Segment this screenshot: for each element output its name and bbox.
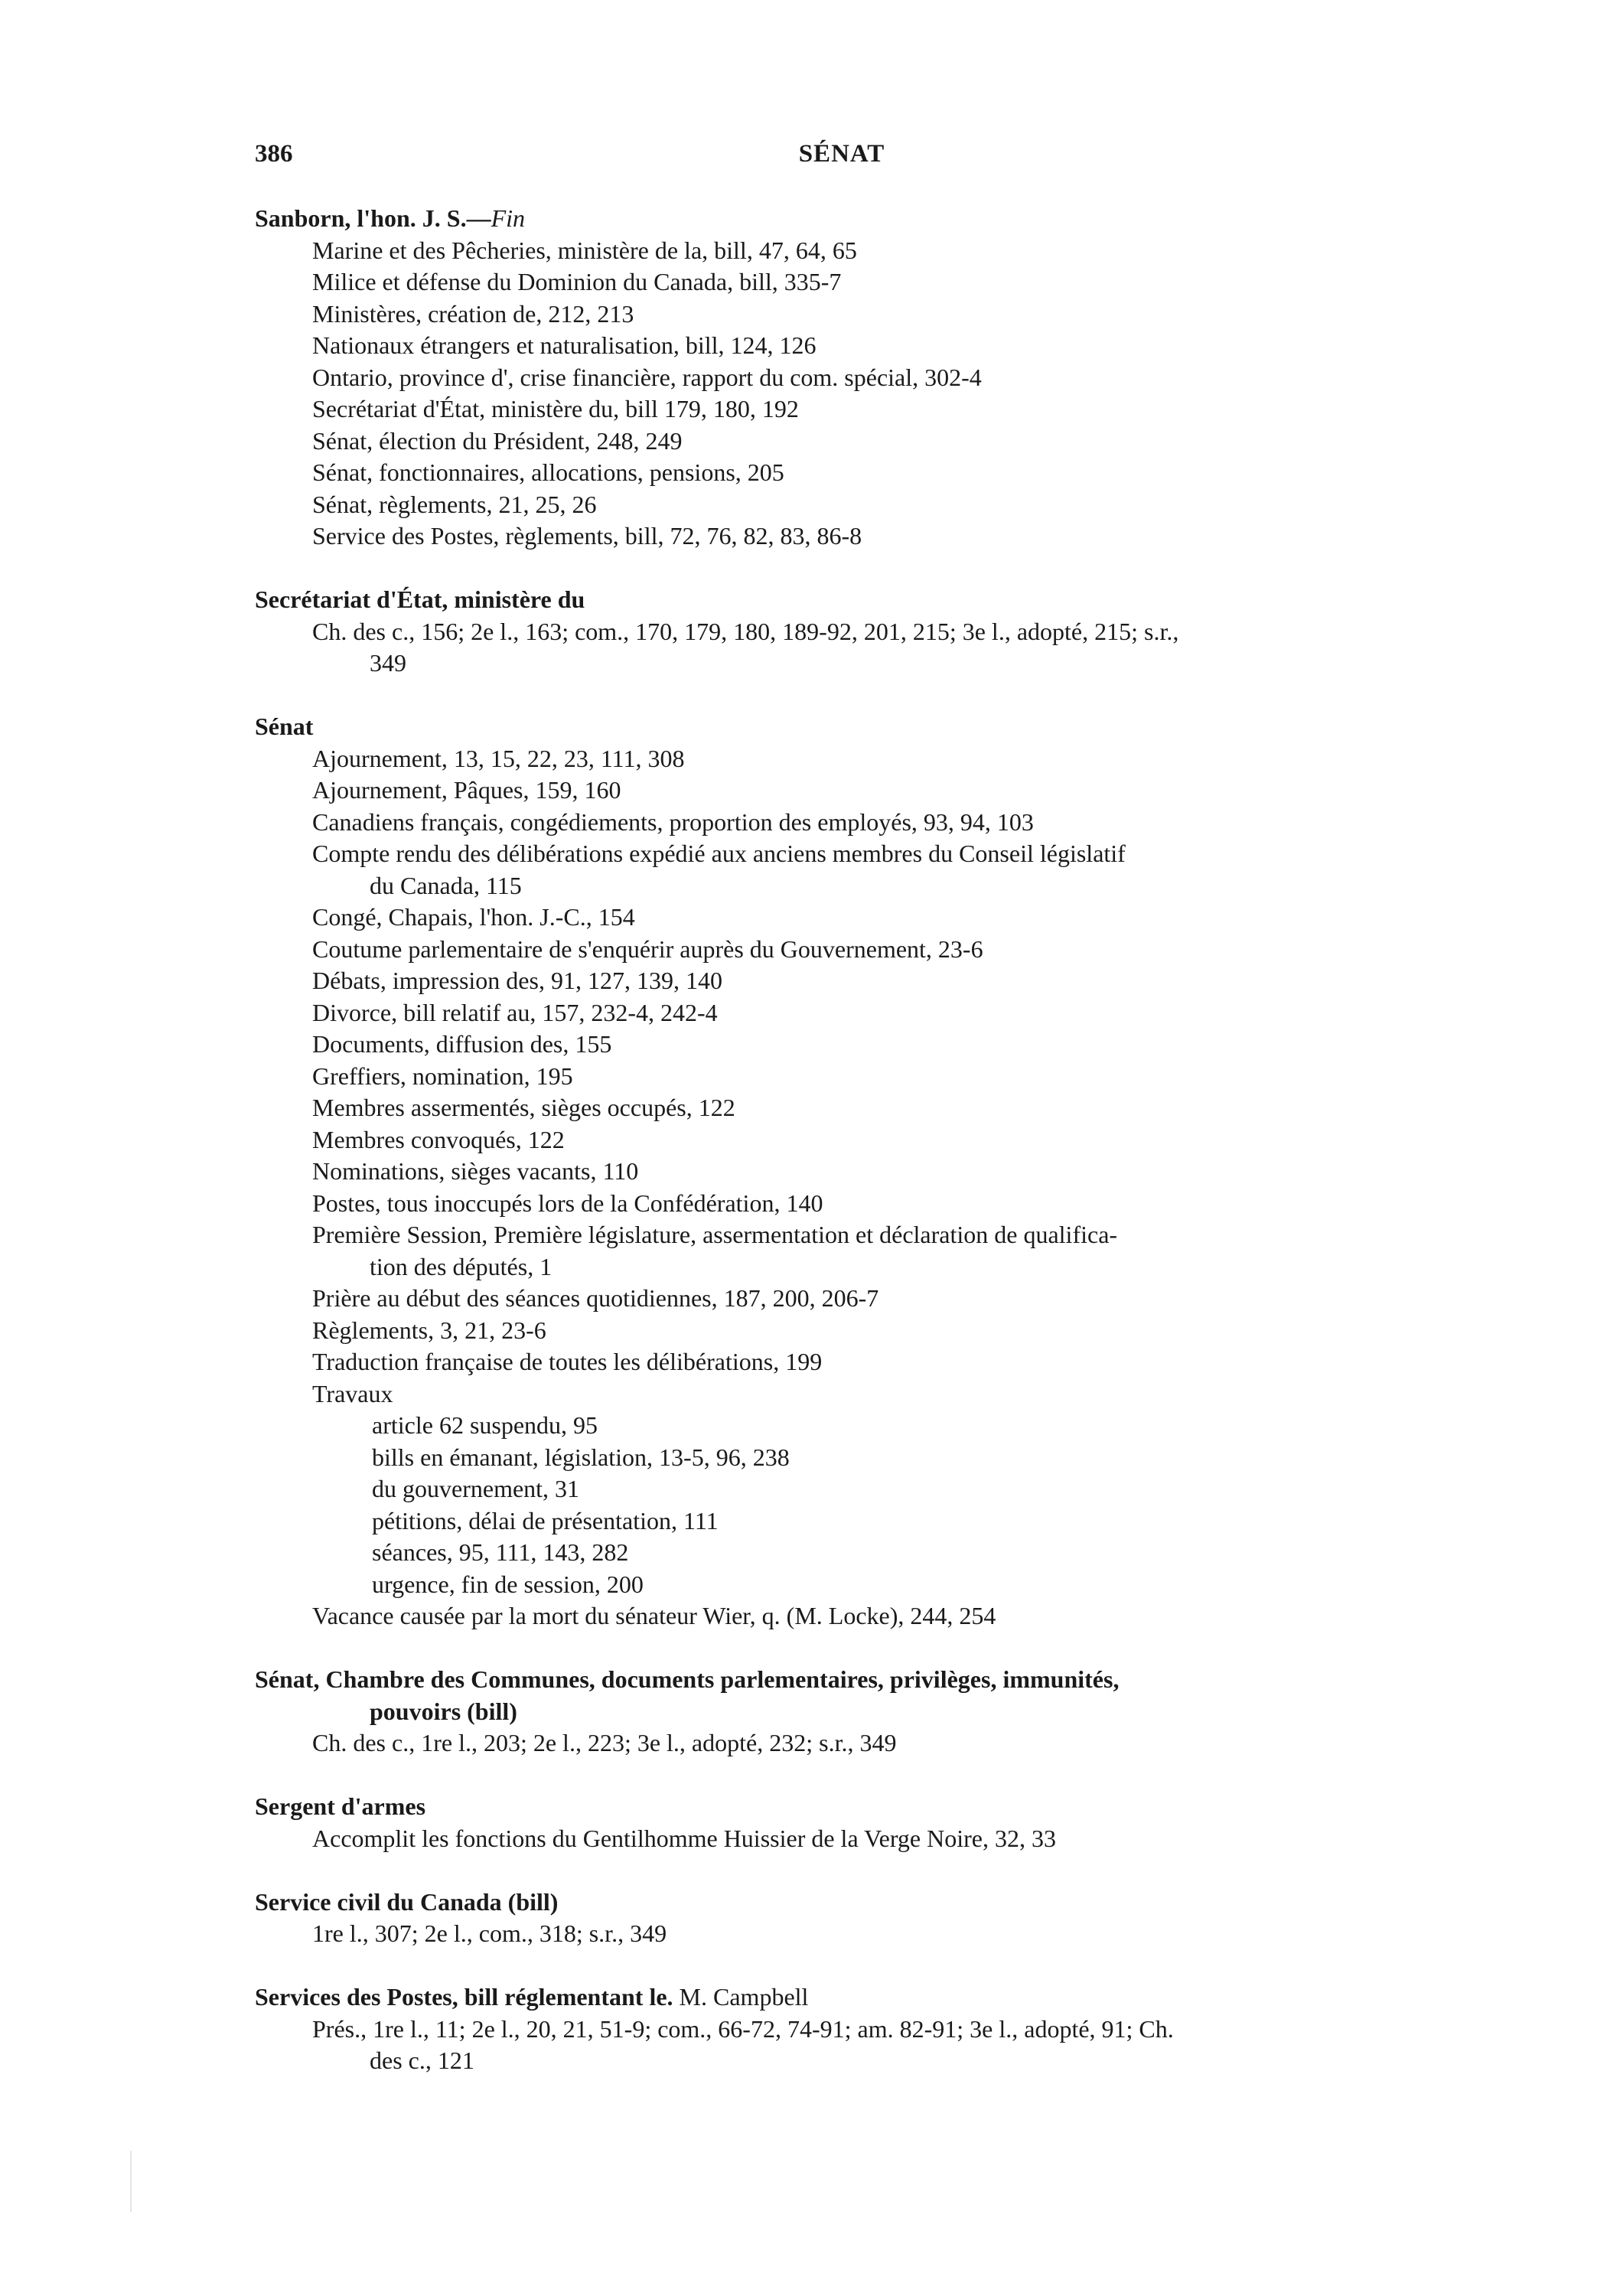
index-entry [255, 1791, 1403, 1854]
entry-line: Membres convoqués, 122 [312, 1125, 565, 1153]
entry-line: Ajournement, Pâques, 159, 160 [312, 776, 621, 804]
entry-line: Sénat, fonctionnaires, allocations, pensions, 205 [312, 458, 784, 486]
entry-line: Postes, tous inoccupés lors de la Confédération, 140 [312, 1189, 823, 1217]
index-entry [255, 203, 1403, 553]
entry-line-continuation: 349 [370, 649, 406, 677]
entry-line: Vacance causée par la mort du sénateur Wier, q. (M. Locke), 244, 254 [312, 1602, 996, 1629]
index-entry [255, 584, 1403, 680]
index-body [255, 203, 1403, 2108]
entry-line: Marine et des Pêcheries, ministère de la, bill, 47, 64, 65 [312, 236, 857, 264]
entry-line: Service des Postes, règlements, bill, 72, 76, 82, 83, 86-8 [312, 522, 862, 550]
entry-line: Première Session, Première législature, assermentation et déclaration de qualifica- [312, 1221, 1118, 1248]
entry-line: Divorce, bill relatif au, 157, 232-4, 242-4 [312, 998, 718, 1026]
running-title: SÉNAT [798, 140, 885, 168]
entry-line: Documents, diffusion des, 155 [312, 1030, 612, 1058]
index-entry [255, 711, 1403, 1632]
entry-line: Débats, impression des, 91, 127, 139, 140 [312, 967, 722, 994]
entry-line: Secrétariat d'État, ministère du, bill 179, 180, 192 [312, 395, 799, 422]
entry-subline: bills en émanant, législation, 13-5, 96, 238 [372, 1443, 790, 1471]
entry-subline: séances, 95, 111, 143, 282 [372, 1538, 629, 1566]
page-number: 386 [255, 140, 293, 168]
entry-line: Nominations, sièges vacants, 110 [312, 1157, 639, 1185]
entry-line: Sénat, élection du Président, 248, 249 [312, 426, 683, 455]
entry-line: Ajournement, 13, 15, 22, 23, 111, 308 [312, 744, 685, 772]
entry-heading-continuation: pouvoirs (bill) [370, 1697, 517, 1725]
entry-subline: article 62 suspendu, 95 [372, 1411, 598, 1439]
entry-line: Ontario, province d', crise financière, rapport du com. spécial, 302-4 [312, 363, 982, 391]
entry-line: 1re l., 307; 2e l., com., 318; s.r., 349 [312, 1919, 667, 1947]
entry-heading: Secrétariat d'État, ministère du [255, 585, 585, 613]
entry-line: Compte rendu des délibérations expédié aux anciens membres du Conseil législatif [312, 840, 1126, 867]
entry-line-continuation: du Canada, 115 [370, 871, 522, 899]
entry-line: Prés., 1re l., 11; 2e l., 20, 21, 51-9; com., 66-72, 74-91; am. 82-91; 3e l., adopté, 91; Ch. [312, 2014, 1174, 2043]
entry-line: Canadiens français, congédiements, proportion des employés, 93, 94, 103 [312, 807, 1034, 836]
entry-line: Congé, Chapais, l'hon. J.-C., 154 [312, 903, 635, 931]
entry-line: Ch. des c., 1re l., 203; 2e l., 223; 3e l., adopté, 232; s.r., 349 [312, 1729, 897, 1756]
entry-line: Greffiers, nomination, 195 [312, 1062, 573, 1090]
entry-line: Travaux [312, 1379, 393, 1407]
entry-subline: urgence, fin de session, 200 [372, 1570, 644, 1598]
entry-heading: Sergent d'armes [255, 1792, 426, 1820]
index-entry [255, 1887, 1403, 1950]
entry-line: Membres assermentés, sièges occupés, 122 [312, 1094, 735, 1121]
entry-line: Ch. des c., 156; 2e l., 163; com., 170, 179, 180, 189-92, 201, 215; 3e l., adopté, 215; s.r., [312, 617, 1179, 645]
entry-line: Milice et défense du Dominion du Canada, bill, 335-7 [312, 268, 842, 295]
index-entry [255, 1981, 1403, 2077]
entry-line-continuation: tion des députés, 1 [370, 1252, 553, 1280]
entry-line: Traduction française de toutes les délibérations, 199 [312, 1348, 823, 1375]
entry-heading: Service civil du Canada (bill) [255, 1887, 559, 1916]
entry-heading: Services des Postes, bill réglementant le. M. Campbell [255, 1983, 809, 2011]
entry-subline: du gouvernement, 31 [372, 1475, 580, 1502]
entry-line: Accomplit les fonctions du Gentilhomme Huissier de la Verge Noire, 32, 33 [312, 1824, 1056, 1852]
entry-line: Nationaux étrangers et naturalisation, bill, 124, 126 [312, 331, 817, 359]
entry-line: Coutume parlementaire de s'enquérir auprès du Gouvernement, 23-6 [312, 934, 983, 963]
entry-line: Règlements, 3, 21, 23-6 [312, 1316, 546, 1344]
entry-heading: Sanborn, l'hon. J. S.—Fin [255, 204, 525, 232]
entry-heading: Sénat [255, 713, 314, 740]
scan-margin-mark [130, 2151, 132, 2212]
index-entry [255, 1664, 1403, 1760]
entry-line: Ministères, création de, 212, 213 [312, 299, 634, 328]
entry-line-continuation: des c., 121 [370, 2047, 474, 2074]
entry-subline: pétitions, délai de présentation, 111 [372, 1506, 719, 1534]
entry-line: Sénat, règlements, 21, 25, 26 [312, 490, 597, 518]
entry-line: Prière au début des séances quotidiennes, 187, 200, 206-7 [312, 1284, 879, 1312]
entry-heading: Sénat, Chambre des Communes, documents parlementaires, privilèges, immunités, [255, 1665, 1120, 1693]
